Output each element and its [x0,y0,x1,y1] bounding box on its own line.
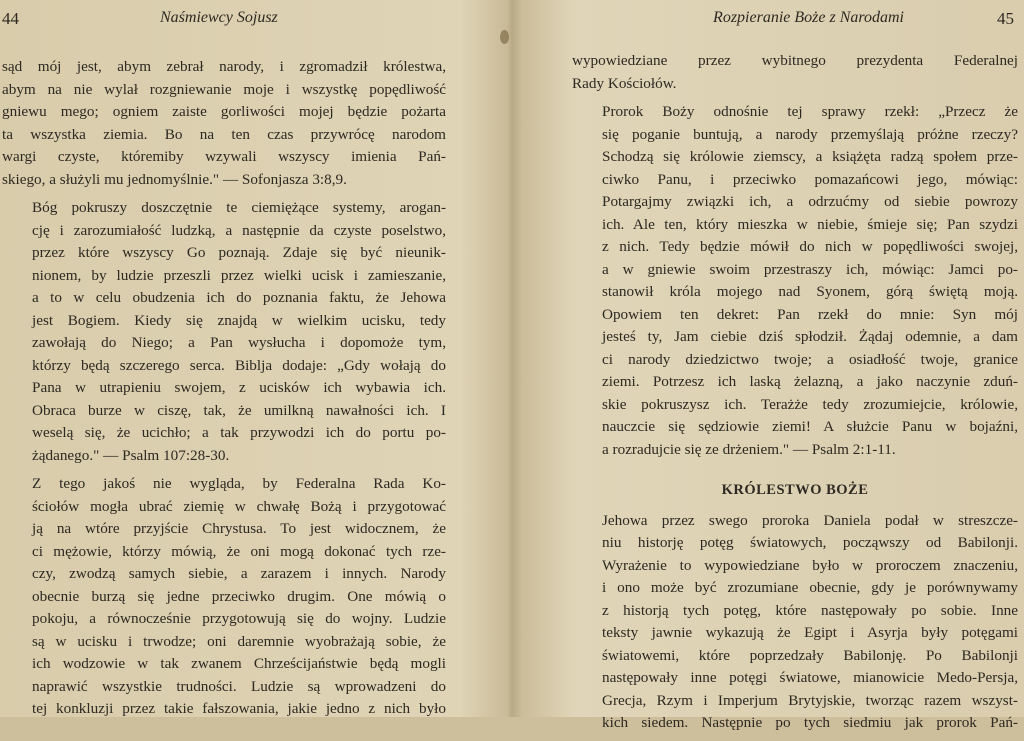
text-line: ci narody dziedzictwo twoje; a osiadłość twoje, granice [602,350,1018,368]
text-line: a to w celu obudzenia ich do poznania faktu, że Jehowa [32,289,446,306]
text-line: ciwko Panu, i przeciwko pomazańcowi jego, mówiąc: [602,170,1018,188]
text-line: Opowiem ten dekret: Pan rzekł do mnie: Syn mój [602,305,1018,323]
text-line: z historją tych potęg, które następowały po sobie. Inne [602,601,1018,619]
text-line: przez które wszyscy Go poznają. Zdaje się być nieunik- [32,244,446,261]
paragraph [2,197,446,467]
right-paragraphs-after [572,510,1018,735]
text-line: sąd mój jest, abym zebrał narody, i zgromadził królestwa, [2,58,446,75]
text-line: ich. Ale ten, który mieszka w niebie, śmieje się; Pan szydzi [602,215,1018,233]
text-line: ziemi. Potrzesz ich laską żelazną, a jako naczynie zduń- [602,373,1018,390]
text-line: z nich. Tedy będzie mówił do nich w popędliwości swojej, [602,238,1018,255]
text-line: gniewu mego; ogniem zaiste gorliwości mojej będzie pożarta [2,103,446,120]
text-line: czy, zwodzą samych siebie, a zarazem i innych. Narody [32,565,446,582]
text-line: wargi czyste, któremiby wzywali wszyscy imienia Pań- [2,148,446,165]
text-line: Grecja, Rzym i Imperjum Brytyjskie, tworząc razem wszyst- [602,691,1018,709]
text-line: kich siedem. Następnie po tych siedmiu jak prorok Pań- [602,714,1018,731]
text-line: nauczcie się sędziowie ziemi! A służcie Panu w bojaźni, [602,418,1018,435]
left-running-title: Naśmiewcy Sojusz [160,9,278,26]
text-line: Rady Kościołów. [572,74,677,92]
text-line: ściołów mogła ubrać ziemię w chwałę Bożą i przygotować [32,497,446,515]
right-page-number: 45 [997,9,1014,28]
text-line: Prorok Boży odnośnie tej sprawy rzekł: „Przecz że [602,103,1018,120]
text-line: naprawić wszystkie trudności. Ludzie są wprowadzeni do [32,677,446,695]
text-line: a w gniewie swoim przestraszy ich, mówiąc: Jamci po- [602,260,1018,278]
text-line: wypowiedziane przez wybitnego prezydenta Federalnej [572,52,1018,69]
text-line: następowały inne potęgi światowe, mianowicie Medo-Persja, [602,669,1018,686]
text-line: tej konkluzji przez takie fałszowania, jakie jedno z nich było [32,700,446,717]
text-line: i ono może być zrozumiane obecnie, gdy je porównywamy [602,579,1018,596]
left-page-header [0,9,498,31]
text-line: ci mężowie, którzy mówią, że oni mogą dokonać tych rze- [32,542,446,560]
text-line: pokoju, a równocześnie przygotowują się do wojny. Ludzie [32,610,446,627]
text-line: ją na wtóre przyjście Chrystusa. To jest widocznem, że [32,520,446,537]
paragraph [572,510,1018,735]
text-line: Potargajmy związki ich, a odrzućmy od siebie powrozy [602,193,1018,210]
text-line: jest Bogiem. Kiedy się znajdą w wielkim ucisku, tedy [32,311,446,329]
right-page [514,0,1024,731]
right-running-title: Rozpieranie Boże z Narodami [713,9,904,26]
text-line: Z tego jakoś nie wygląda, by Federalna Rada Ko- [32,475,446,492]
text-line: ich wodzowie w tak zwanem Chrześcijaństwie będą mogli [32,655,446,672]
text-line: niu historję potęg światowych, począwszy od Babilonji. [602,534,1018,551]
left-page-body [2,56,446,727]
text-line: weselą się, że ucichło; a tak przywodzi ich do portu po- [32,424,446,441]
text-line: są w ucisku i trwodze; oni daremnie wyobrażają sobie, że [32,632,446,650]
text-line: jesteś ty, Jam ciebie dziś spłodził. Żądaj odemnie, a dam [602,328,1018,345]
text-line: Obraca burze w ciszę, tak, że umilkną nawałności ich. I [32,401,446,419]
text-line: skie pokruszysz ich. Terażże tedy zrozumiejcie, królowie, [602,395,1018,413]
page-stain [500,30,509,44]
text-line: żądanego." — Psalm 107:28-30. [32,446,230,464]
paragraph [2,473,446,721]
text-line: cję i zarozumiałość ludzką, a następnie da czyste poselstwo, [32,221,446,239]
text-line: ta wszystka ziemia. Bo na ten czas przywrócę narodom [2,125,446,143]
section-heading: KRÓLESTWO BOŻE [721,482,869,498]
paragraph [572,101,1018,461]
text-line: a rozradujcie się ze drżeniem." — Psalm 2:1-11. [602,440,896,458]
paragraph [572,50,1018,95]
text-line: skiego, a służyli mu jednomyślnie." — Sofonjasza 3:8,9. [2,170,347,188]
text-line: abym na nie wylał rozgniewanie moje i wszystkę popędliwość [2,80,446,98]
text-line: stanowił króla mojego nad Syonem, górą świętą moją. [602,283,1018,300]
text-line: nionem, by ludzie przeszli przez wielki ucisk i zamieszanie, [32,266,446,284]
text-line: Wyrażenie to wypowiedziane było w proroczem znaczeniu, [602,556,1018,574]
text-line: się poganie buntują, a narody przemyślają próżne rzeczy? [602,125,1018,143]
right-page-header [514,9,1024,31]
text-line: Jehowa przez swego proroka Daniela podał w streszcze- [602,511,1018,529]
text-line: Bóg pokruszy doszczętnie te ciemiężące systemy, arogan- [32,199,446,216]
right-page-body [572,50,1018,741]
right-paragraphs-before [572,50,1018,461]
text-line: obecnie burzą się jedne przeciwko drugim. One mówią o [32,587,446,605]
left-page-number: 44 [2,9,19,28]
text-line: Schodzą się królowie ziemscy, a książęta radzą społem prze- [602,148,1018,165]
text-line: którzy będą szczerego serca. Biblja dodaje: „Gdy wołają do [32,356,446,374]
left-page [0,0,498,717]
text-line: teksty jawnie wykazują że Egipt i Asyrja były potęgami [602,624,1018,641]
text-line: zawołają do Niego; a Pan wysłucha i dopomoże tym, [32,334,446,351]
paragraph [2,56,446,191]
text-line: światowemi, które poprzedzały Babilonję. Po Babilonji [602,646,1018,664]
text-line: Pana w utrapieniu swojem, z ucisków ich wybawia ich. [32,379,446,396]
